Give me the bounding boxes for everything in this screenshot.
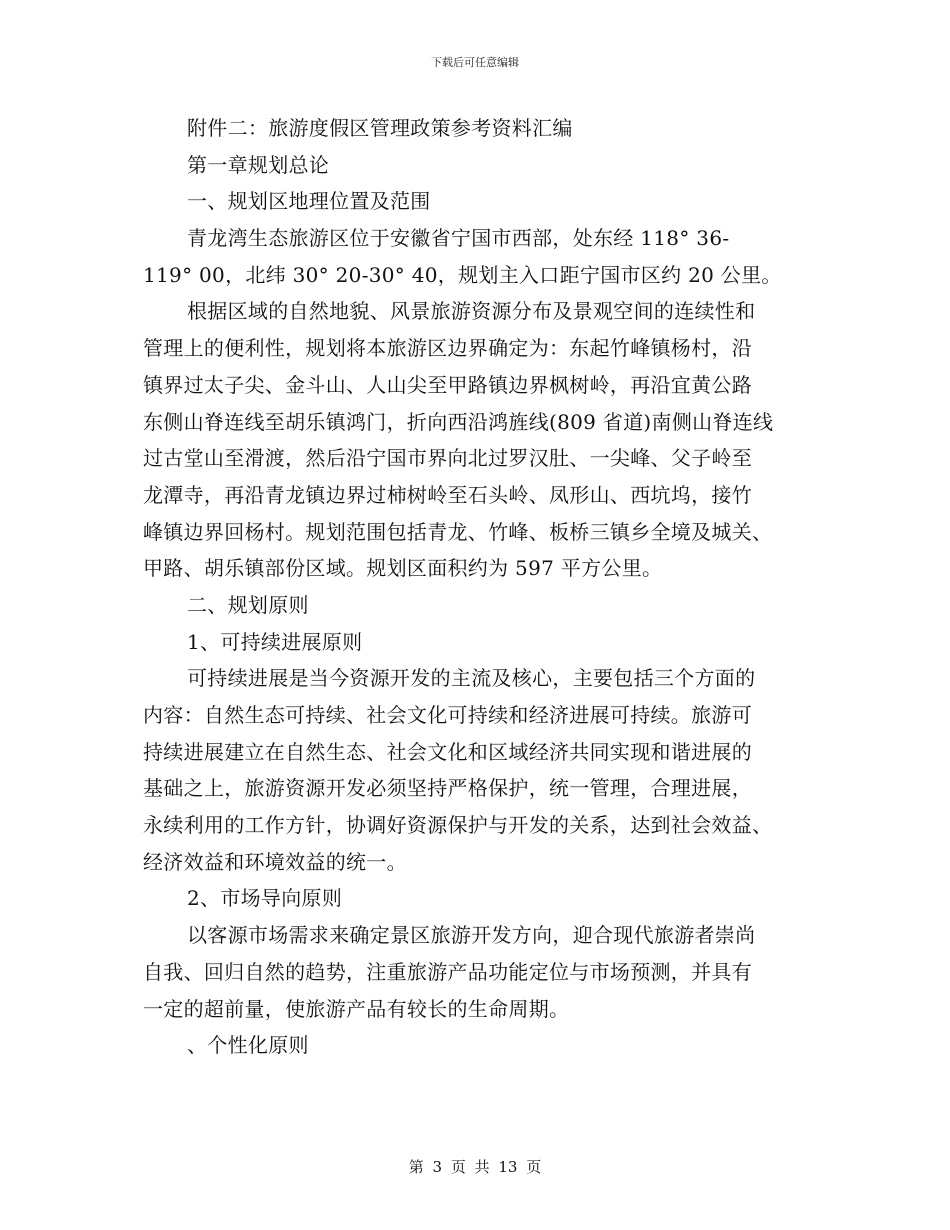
paragraph-line: 甲路、胡乐镇部份区域。规划区面积约为 597 平方公里。 (143, 556, 663, 581)
paragraph-line: 可持续进展是当今资源开发的主流及核心，主要包括三个方面的 (187, 666, 756, 691)
paragraph-line: 永续利用的工作方针，协调好资源保护与开发的关系，达到社会效益、 (143, 813, 773, 838)
paragraph-line: 东侧山脊连线至胡乐镇鸿门，折向西沿鸿旌线(809 省道)南侧山脊连线 (143, 409, 774, 434)
attachment-title: 附件二：旅游度假区管理政策参考资料汇编 (187, 116, 573, 140)
paragraph-line: 镇界过太子尖、金斗山、人山尖至甲路镇边界枫树岭，再沿宜黄公路 (143, 372, 752, 397)
paragraph-line: 自我、回归自然的趋势，注重旅游产品功能定位与市场预测，并具有 (143, 959, 752, 984)
subsection-heading: 、个性化原则 (187, 1033, 309, 1058)
paragraph-line: 内容：自然生态可持续、社会文化可持续和经济进展可持续。旅游可 (143, 703, 752, 727)
paragraph-line: 龙潭寺，再沿青龙镇边界过柿树岭至石头岭、凤形山、西坑坞，接竹 (143, 482, 752, 507)
paragraph-line: 持续进展建立在自然生态、社会文化和区域经济共同实现和谐进展的 (143, 739, 752, 764)
paragraph-line: 119° 00，北纬 30° 20-30° 40，规划主入口距宁国市区约 20 公里。 (143, 262, 782, 287)
section-heading: 二、规划原则 (187, 592, 309, 617)
page-header-note: 下载后可任意编辑 (431, 56, 519, 69)
paragraph-line: 以客源市场需求来确定景区旅游开发方向，迎合现代旅游者崇尚 (187, 923, 756, 948)
paragraph-line: 一定的超前量，使旅游产品有较长的生命周期。 (143, 996, 570, 1021)
paragraph-line: 根据区域的自然地貌、风景旅游资源分布及景观空间的连续性和 (187, 299, 756, 324)
section-heading: 一、规划区地理位置及范围 (187, 189, 431, 214)
paragraph-line: 经济效益和环境效益的统一。 (143, 849, 407, 874)
paragraph-line: 青龙湾生态旅游区位于安徽省宁国市西部，处东经 118° 36- (187, 226, 730, 251)
subsection-heading: 1、可持续进展原则 (187, 629, 363, 654)
paragraph-line: 管理上的便利性，规划将本旅游区边界确定为：东起竹峰镇杨村，沿 (143, 336, 752, 361)
paragraph-line: 过古堂山至滑渡，然后沿宁国市界向北过罗汉肚、一尖峰、父子岭至 (143, 446, 752, 471)
document-body (143, 110, 808, 1064)
page-number-footer: 第 3 页 共 13 页 (408, 1158, 542, 1176)
paragraph-line: 基础之上，旅游资源开发必须坚持严格保护，统一管理，合理进展， (143, 776, 752, 801)
chapter-heading: 第一章规划总论 (187, 152, 330, 177)
paragraph-line: 峰镇边界回杨村。规划范围包括青龙、竹峰、板桥三镇乡全境及城关、 (143, 519, 773, 544)
subsection-heading: 2、市场导向原则 (187, 886, 343, 911)
